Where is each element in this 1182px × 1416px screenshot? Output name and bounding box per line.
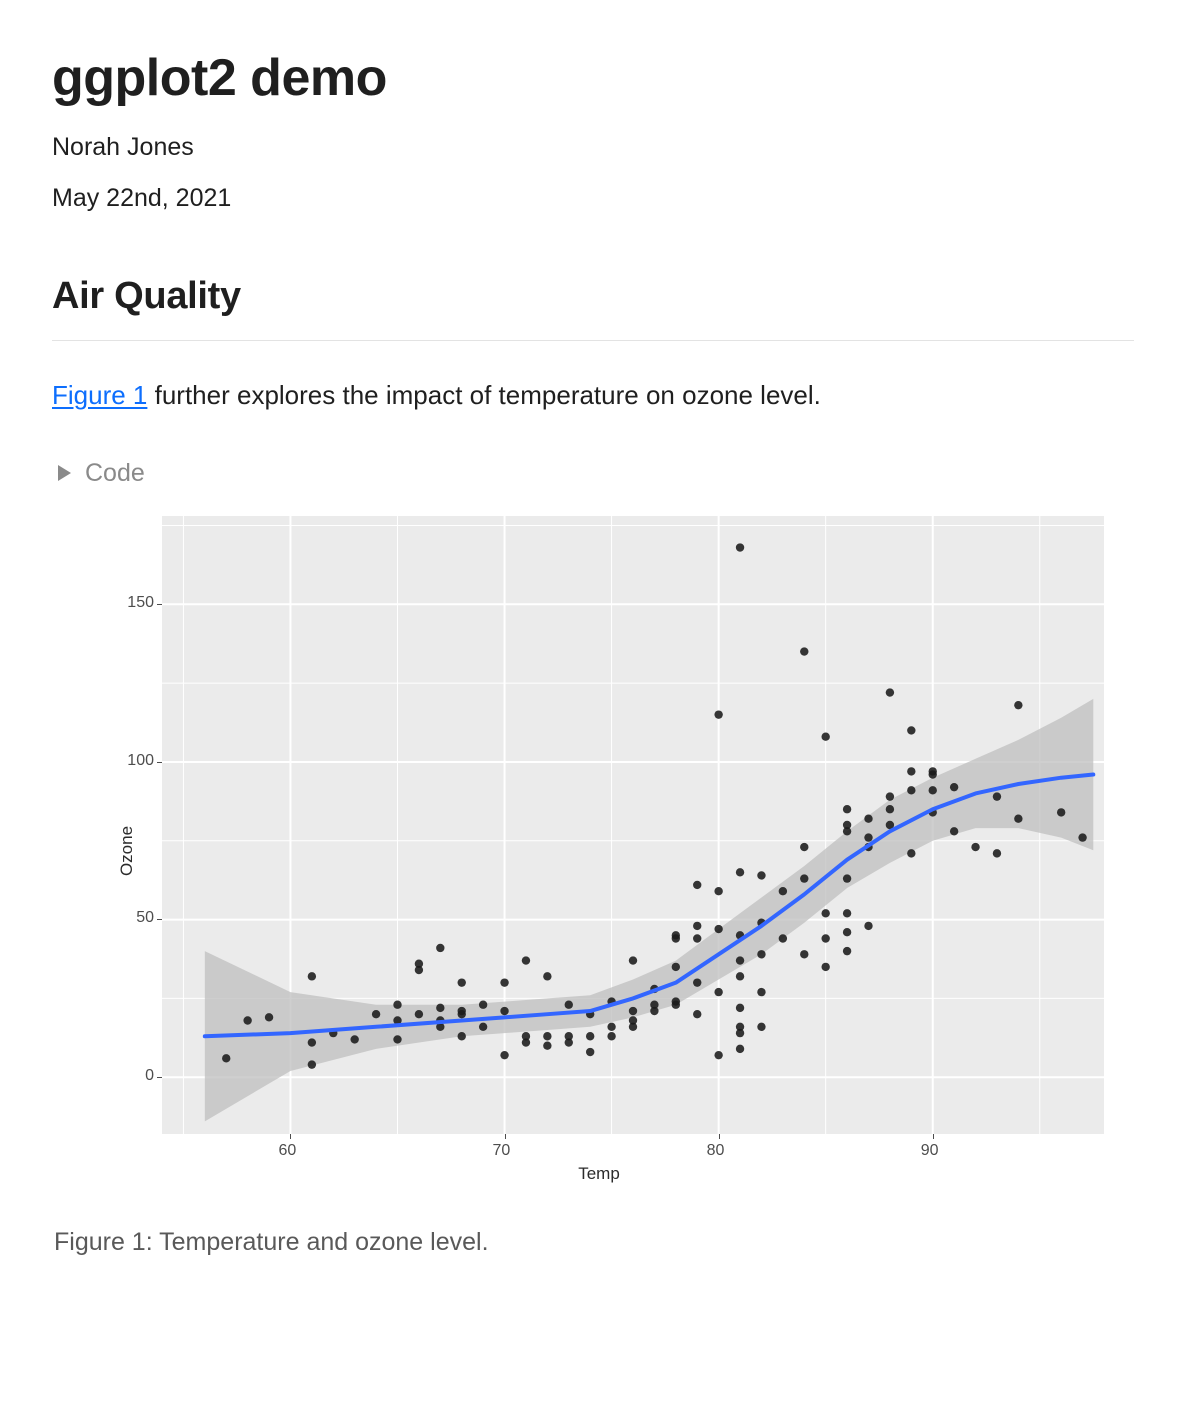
y-tick-label: 150 bbox=[127, 594, 154, 612]
x-tick-label: 90 bbox=[920, 1141, 939, 1159]
intro-paragraph bbox=[52, 377, 1134, 415]
publish-date: May 22nd, 2021 bbox=[52, 184, 232, 213]
y-tick-mark bbox=[157, 919, 162, 920]
x-tick-mark bbox=[719, 1134, 720, 1139]
y-tick-label: 0 bbox=[145, 1067, 154, 1085]
figure-caption: Figure 1: Temperature and ozone level. bbox=[54, 1227, 489, 1256]
x-tick-label: 60 bbox=[278, 1141, 297, 1159]
ggplot-figure bbox=[94, 516, 1104, 1186]
page-title: ggplot2 demo bbox=[52, 49, 387, 107]
y-tick-mark bbox=[157, 1077, 162, 1078]
y-tick-mark bbox=[157, 762, 162, 763]
section-heading: Air Quality bbox=[52, 275, 241, 318]
x-tick-mark bbox=[505, 1134, 506, 1139]
x-tick-mark bbox=[290, 1134, 291, 1139]
plot-panel bbox=[162, 516, 1104, 1134]
x-tick-mark bbox=[933, 1134, 934, 1139]
code-fold-label: Code bbox=[85, 458, 145, 487]
y-tick-label: 100 bbox=[127, 751, 154, 769]
figure-cross-reference-link[interactable]: Figure 1 bbox=[52, 380, 148, 411]
y-axis-title: Ozone bbox=[117, 825, 137, 876]
x-tick-label: 80 bbox=[706, 1141, 725, 1159]
chevron-right-icon bbox=[58, 465, 71, 481]
scatter-plot-svg bbox=[162, 516, 1104, 1134]
code-fold-toggle[interactable] bbox=[58, 459, 1134, 488]
y-tick-label: 50 bbox=[136, 909, 154, 927]
x-tick-label: 70 bbox=[492, 1141, 511, 1159]
section-divider bbox=[52, 340, 1134, 341]
intro-paragraph-text: further explores the impact of temperature on ozone level. bbox=[147, 380, 821, 411]
figure-container bbox=[52, 516, 1134, 1257]
author-byline: Norah Jones bbox=[52, 133, 194, 162]
y-tick-mark bbox=[157, 604, 162, 605]
x-axis-title: Temp bbox=[578, 1163, 620, 1183]
